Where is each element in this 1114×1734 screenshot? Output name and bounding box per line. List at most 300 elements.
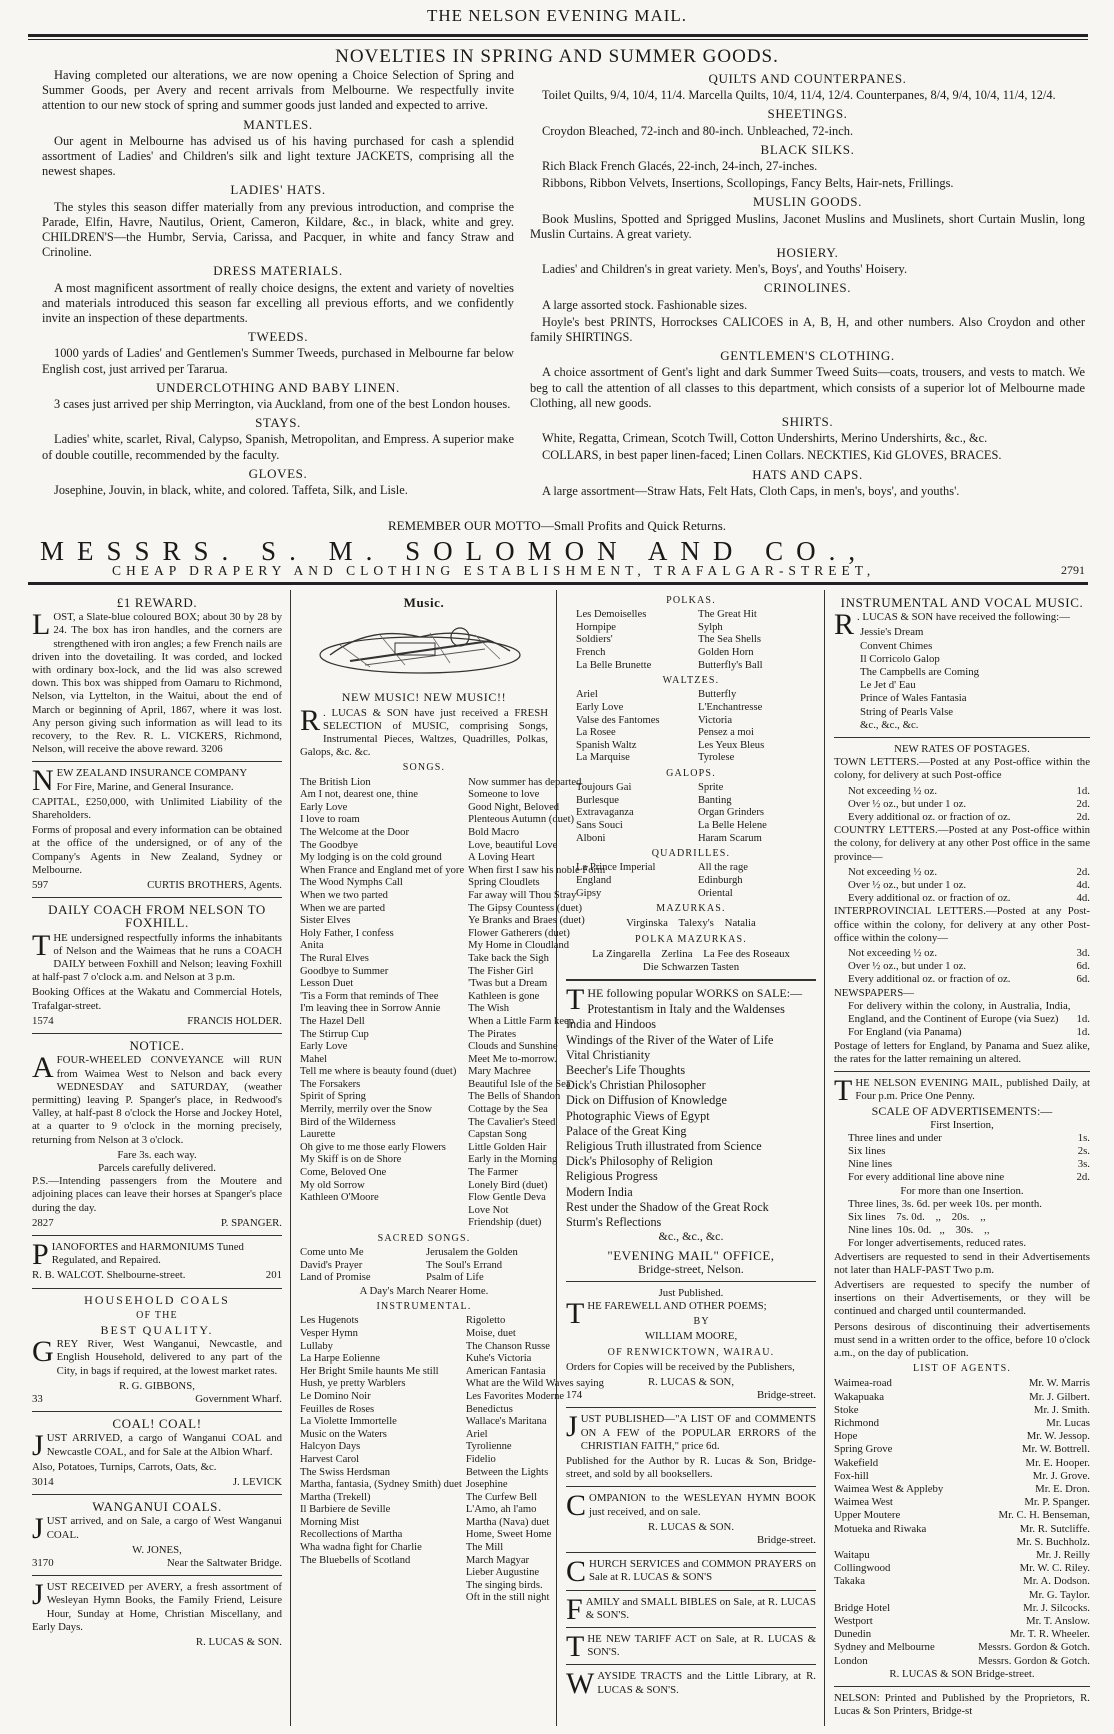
list-item bbox=[300, 1205, 464, 1218]
new-music-heading: NEW MUSIC! NEW MUSIC!! bbox=[341, 690, 507, 705]
companion-body: OMPANION to the WESLEYAN HYMN BOOK just received, and on sale. bbox=[589, 1492, 816, 1518]
ad-number: 2791 bbox=[1061, 563, 1085, 577]
instrumental-vocal-intro: . LUCAS & SON have received the following:— bbox=[857, 611, 1070, 624]
list-item: My old Sorrow bbox=[300, 1179, 365, 1191]
list-item: Come, Beloved One bbox=[300, 1167, 387, 1179]
list-item: The Curfew Bell bbox=[465, 1491, 538, 1503]
masthead-rule bbox=[28, 34, 1088, 37]
list-item: Les Demoiselles bbox=[576, 609, 647, 621]
list-item: Haram Scarum bbox=[698, 832, 762, 844]
list-item: Little Golden Hair bbox=[468, 1141, 547, 1153]
column-4 bbox=[834, 592, 1090, 1720]
rate-value: Mr. J. Grove. bbox=[1032, 1469, 1090, 1482]
rate-label: Westport bbox=[834, 1615, 873, 1628]
rate-value: 2d. bbox=[1076, 865, 1090, 878]
rate-label: Upper Moutere bbox=[834, 1509, 901, 1522]
rate-label: Takaka bbox=[834, 1575, 866, 1588]
coal-body: UST ARRIVED, a cargo of Wanganui COAL and Newcastle COAL, and for Sale at the Albion Wharf. bbox=[46, 1432, 282, 1458]
rate-label: Three lines and under bbox=[848, 1131, 942, 1144]
coals-heading-2: BEST QUALITY. bbox=[100, 1322, 214, 1337]
rate-row bbox=[848, 879, 1090, 892]
agents-heading: LIST OF AGENTS. bbox=[912, 1363, 1012, 1375]
rate-value: Mr. E. Dron. bbox=[1035, 1483, 1090, 1495]
rate-value: 4d. bbox=[1076, 879, 1090, 892]
list-item: La Prince Imperial bbox=[576, 862, 656, 874]
list-item: Cottage by the Sea bbox=[468, 1104, 548, 1116]
rate-row bbox=[834, 1391, 1090, 1404]
section-paragraph: Josephine, Jouvin, in black, white, and colored. Taffeta, Silk, and Lisle. bbox=[54, 483, 408, 498]
list-item: Music on the Waters bbox=[300, 1428, 387, 1440]
column-divider bbox=[824, 590, 825, 1726]
rate-value: Mr. P. Spanger. bbox=[1024, 1496, 1090, 1509]
firm-name: MESSRS. S. M. SOLOMON AND CO., bbox=[40, 536, 869, 566]
list-item: The British Lion bbox=[300, 776, 371, 788]
farewell-orders: Orders for Copies will be received by the Publishers, bbox=[566, 1360, 795, 1373]
music-intro: . LUCAS & SON have just received a FRESH SELECTION of MUSIC, comprising Songs, Instrumental Pieces, Waltzes, Quadrilles, Polkas, Galops, &c. &c. bbox=[300, 706, 548, 759]
rate-row bbox=[834, 1549, 1090, 1562]
sacred-songs-list bbox=[300, 1247, 548, 1285]
section-heading: SHEETINGS. bbox=[767, 106, 848, 122]
list-item: The Swiss Herdsman bbox=[300, 1466, 391, 1478]
list-item: Capstan Song bbox=[468, 1129, 527, 1141]
wanganui-number: 3170 bbox=[32, 1557, 54, 1569]
list-item: The Rural Elves bbox=[300, 952, 369, 964]
list-item: Victoria bbox=[698, 714, 733, 726]
notice-parcels: Parcels carefully delivered. bbox=[98, 1161, 216, 1174]
list-item: Kathleen O'Moore bbox=[300, 1192, 379, 1204]
rate-label: Every additional oz. or fraction of oz. bbox=[848, 811, 1011, 824]
rate-value: 2d. bbox=[1076, 1171, 1090, 1184]
list-item: &c., &c., &c. bbox=[860, 718, 919, 731]
list-item: La Violette Immortelle bbox=[300, 1416, 397, 1428]
rate-row bbox=[848, 892, 1090, 905]
rate-label: Spring Grove bbox=[834, 1443, 893, 1456]
column-divider bbox=[290, 590, 291, 1726]
drop-cap: J bbox=[32, 1578, 44, 1612]
rate-row bbox=[834, 1628, 1090, 1641]
rate-label: Not exceeding ½ oz. bbox=[848, 865, 938, 878]
list-item: My Skiff is on de Shore bbox=[300, 1154, 402, 1166]
rate-label: Stoke bbox=[834, 1403, 859, 1416]
list-item: Psalm of Life bbox=[426, 1272, 484, 1284]
list-item: Vital Christianity bbox=[566, 1047, 651, 1062]
sacred-last: A Day's March Nearer Home. bbox=[359, 1284, 489, 1297]
reward-heading: £1 REWARD. bbox=[116, 595, 198, 610]
section-paragraph: Toilet Quilts, 9/4, 10/4, 11/4. Marcella Quilts, 10/4, 11/4, 12/4. Counterpanes, 8/4, 9/4, 10/4, 11/4, 12/4. bbox=[542, 88, 1056, 103]
list-item: The Bluebells of Scotland bbox=[300, 1554, 411, 1566]
coach-body: HE undersigned respectfully informs the inhabitants of Nelson and the Waimeas that he runs a COACH DAILY between Foxhill and Nelson; leaving Foxhill at half-past 7 o'clock a.m. and Nelson at 3 p.m. bbox=[32, 931, 282, 984]
scale-heading: SCALE OF ADVERTISEMENTS:— bbox=[871, 1104, 1053, 1119]
drop-cap: J bbox=[32, 1429, 44, 1463]
newspapers-colony: For delivery within the colony, in Australia, India, England, and the Continent of Europe (via Suez) bbox=[848, 999, 1071, 1026]
polka-mazurkas-list-2: Die Schwarzen Tasten bbox=[642, 960, 740, 973]
list-item: La Belle Brunette bbox=[576, 659, 652, 671]
section-paragraph: COLLARS, in best paper linen-faced; Linen Collars. NECKTIES, Kid GLOVES, BRACES. bbox=[542, 448, 1002, 463]
insurance-number: 597 bbox=[32, 879, 49, 892]
solomon-right-column bbox=[530, 68, 1085, 501]
section-heading: GLOVES. bbox=[248, 465, 308, 481]
insurance-subtitle: For Fire, Marine, and General Insurance. bbox=[56, 780, 234, 793]
section-paragraph: The styles this season differ materially from any previous introduction, and comprise the Parade, Elfin, Havre, Nautilus, Orient, Cameron, Kildare, &c., in black, white and grey. CHILDREN'S—the Humbr, Servia, Carissa, and Pacquer, in white and fancy Straw and Crinoline. bbox=[42, 199, 514, 260]
rate-label: Not exceeding ½ oz. bbox=[848, 947, 938, 960]
section-paragraph: Ribbons, Ribbon Velvets, Insertions, Scollopings, Fancy Belts, Hair-nets, Frillings. bbox=[542, 176, 954, 191]
list-item: The Campbells are Coming bbox=[860, 666, 980, 679]
galops-list bbox=[566, 782, 816, 845]
rate-label: Bridge Hotel bbox=[834, 1601, 891, 1614]
list-item: Vesper Hymn bbox=[300, 1327, 358, 1339]
piano-subtitle: Regulated, and Repaired. bbox=[51, 1254, 161, 1267]
list-item: The Sea Shells bbox=[698, 634, 761, 646]
rate-label: Collingwood bbox=[834, 1562, 891, 1575]
farewell-author-place: OF RENWICKTOWN, WAIRAU. bbox=[607, 1346, 775, 1358]
coach-signature: FRANCIS HOLDER. bbox=[187, 1014, 282, 1027]
rate-row bbox=[834, 1536, 1090, 1549]
rate-label: Over ½ oz., but under 1 oz. bbox=[848, 879, 967, 892]
rate-value: Mr. W. Marris bbox=[1028, 1377, 1090, 1390]
rate-row bbox=[848, 1132, 1090, 1145]
list-item: American Fantasia bbox=[465, 1365, 546, 1377]
family-bibles-ad: AMILY and SMALL BIBLES on Sale, at R. LUCAS & SON'S. bbox=[585, 1595, 816, 1621]
drop-cap: T bbox=[566, 983, 585, 1017]
rate-value: Mr. J. Gilbert. bbox=[1029, 1390, 1090, 1403]
list-item: When first I saw his noble Form bbox=[468, 864, 606, 876]
first-insertion: First Insertion, bbox=[930, 1118, 994, 1131]
drop-cap: R bbox=[300, 703, 321, 737]
rate-label: Waitapu bbox=[834, 1549, 870, 1562]
rate-row bbox=[834, 1496, 1090, 1509]
instruments-engraving-icon bbox=[310, 615, 530, 679]
coals-signature: R. G. GIBBONS, bbox=[119, 1379, 195, 1392]
list-item: The Fisher Girl bbox=[468, 965, 534, 977]
list-item: Mahel bbox=[300, 1053, 328, 1065]
list-item: Lieber Augustine bbox=[465, 1567, 540, 1579]
rate-value: 1d. bbox=[1076, 784, 1090, 797]
received-ad bbox=[32, 1578, 282, 1649]
list-item: Sans Souci bbox=[576, 819, 623, 831]
list-item: Anita bbox=[300, 940, 324, 952]
notice-signature: P. SPANGER. bbox=[220, 1216, 282, 1229]
list-item: Benedictus bbox=[465, 1403, 513, 1415]
list-item: Lesson Duet bbox=[300, 978, 354, 990]
rate-value: Mr. T. R. Wheeler. bbox=[1009, 1628, 1090, 1641]
waltzes-list bbox=[566, 689, 816, 765]
list-item: La Rosee bbox=[576, 727, 616, 739]
list-item: Il Barbiere de Seville bbox=[300, 1504, 391, 1516]
rate-label: Six lines bbox=[848, 1144, 886, 1157]
list-item: Friendship (duet) bbox=[468, 1217, 542, 1229]
list-item: My lodging is on the cold ground bbox=[300, 852, 442, 864]
list-item: Protestantism in Italy and the Waldenses bbox=[587, 1002, 785, 1017]
list-item: The Cavalier's Steed bbox=[468, 1116, 556, 1128]
list-item: Early Love bbox=[300, 801, 348, 813]
drop-cap: C bbox=[566, 1555, 587, 1589]
list-item: India and Hindoos bbox=[566, 1017, 657, 1032]
list-item: Prince of Wales Fantasia bbox=[860, 692, 967, 705]
list-item: Les Favorites Moderne bbox=[465, 1390, 565, 1402]
section-heading: STAYS. bbox=[255, 415, 301, 431]
notice-body: FOUR-WHEELED CONVEYANCE will RUN from Waimea West to Nelson and back every WEDNESDAY and SATURDAY, (weather permitting) leaving P. Spanger's place, in Redwood's Valley, at half-past 8 o'clock the Horse and Jockey Hotel, at a quarter to 9 o'clock in the morning precisely, returning from Nelson at 3 o'clock. bbox=[32, 1054, 282, 1146]
advertisers-note-2: Advertisers are requested to specify the number of insertions on their Advertisements, or they will be continued and charged until countermanded. bbox=[834, 1278, 1090, 1318]
rate-row bbox=[848, 811, 1090, 824]
postage-note: Postage of letters for England, by Panama and Suez alike, the rates for the latter remaining un altered. bbox=[834, 1039, 1090, 1065]
agents-signature: R. LUCAS & SON Bridge-street. bbox=[889, 1667, 1035, 1680]
rate-label: Wakefield bbox=[834, 1456, 879, 1469]
quadrilles-list bbox=[566, 862, 816, 900]
insurance-body: Forms of proposal and every information can be obtained at the office of the undersigned, or of any of the Company's Agents in New Zealand, Sydney or Melbourne. bbox=[32, 824, 282, 876]
coach-heading: DAILY COACH FROM NELSON TO FOXHILL. bbox=[48, 902, 266, 931]
rate-value: Mr. G. Taylor. bbox=[1028, 1588, 1090, 1601]
coal-number: 3014 bbox=[32, 1475, 54, 1488]
advertisers-note-1: Advertisers are requested to send in their Advertisements not later than HALF-PAST Two p.m. bbox=[834, 1250, 1090, 1276]
farewell-by: BY bbox=[693, 1316, 710, 1328]
list-item: Harvest Carol bbox=[300, 1453, 360, 1465]
galops-heading: GALOPS. bbox=[666, 767, 716, 779]
rate-row bbox=[834, 1641, 1090, 1654]
rate-label: Wakapuaka bbox=[834, 1390, 885, 1403]
list-item: Flow Gentle Deva bbox=[468, 1192, 546, 1204]
list-item: Edinburgh bbox=[698, 874, 743, 886]
list-item: Early Love bbox=[576, 701, 624, 713]
list-item: Sister Elves bbox=[300, 915, 351, 927]
rate-value: 2d. bbox=[1076, 811, 1090, 824]
list-item: Spirit of Spring bbox=[300, 1091, 366, 1103]
wanganui-heading: WANGANUI COALS. bbox=[92, 1499, 222, 1515]
rate-value: Mr. J. Smith. bbox=[1033, 1403, 1090, 1416]
list-item: La Harpe Eolienne bbox=[300, 1353, 381, 1365]
motto: REMEMBER OUR MOTTO—Small Profits and Quick Returns. bbox=[387, 518, 727, 533]
list-item: I love to roam bbox=[300, 814, 360, 826]
rate-label: Sydney and Melbourne bbox=[834, 1641, 935, 1654]
drop-cap: T bbox=[566, 1296, 585, 1330]
list-item: The Forsakers bbox=[300, 1078, 361, 1090]
list-item: The Goodbye bbox=[300, 839, 358, 851]
rate-label: London bbox=[834, 1654, 868, 1667]
firm-tagline: CHEAP DRAPERY AND CLOTHING ESTABLISHMENT, TRAFALGAR-STREET, bbox=[112, 563, 876, 578]
rate-value: Mr. E. Hooper. bbox=[1025, 1456, 1090, 1469]
rate-row bbox=[834, 1575, 1090, 1588]
insurance-ad bbox=[32, 764, 282, 892]
rate-row bbox=[834, 1457, 1090, 1470]
list-item bbox=[300, 1567, 462, 1580]
list-item: The Mill bbox=[465, 1542, 504, 1554]
list-item: Home, Sweet Home bbox=[465, 1529, 552, 1541]
just-published: Just Published. bbox=[658, 1286, 724, 1299]
list-item: Flower Gatherers (duet) bbox=[468, 927, 570, 939]
rate-label: Waimea West & Appleby bbox=[834, 1483, 944, 1495]
music-heading: Music. bbox=[403, 595, 445, 610]
list-item: Martha, fantasia, (Sydney Smith) duet bbox=[300, 1479, 462, 1491]
rate-value: Mr. W. C. Riley. bbox=[1019, 1562, 1090, 1575]
list-item: The Farmer bbox=[468, 1167, 518, 1179]
list-item: Meet Me to-morrow. bbox=[468, 1053, 557, 1065]
list-item: Love, beautiful Love bbox=[468, 839, 558, 851]
list-item: Hornpipe bbox=[576, 621, 617, 633]
list-item: Spanish Waltz bbox=[576, 739, 637, 751]
list-item: Tyrolese bbox=[698, 752, 735, 764]
songs-heading: SONGS. bbox=[402, 762, 446, 774]
rate-value: Mr. C. H. Benseman, bbox=[998, 1509, 1090, 1522]
rate-row bbox=[834, 1430, 1090, 1443]
section-paragraph: Ladies' and Children's in great variety. Men's, Boys', and Youths' Hoisery. bbox=[542, 262, 908, 277]
office-address: Bridge-street, Nelson. bbox=[638, 1261, 744, 1276]
section-paragraph: Hoyle's best PRINTS, Horrockses CALICOES in A, B, H, and other numbers. Also Croydon and other family SHIRTINGS. bbox=[530, 314, 1085, 345]
list-item: Rigoletto bbox=[465, 1315, 506, 1327]
section-heading: HOSIERY. bbox=[776, 245, 839, 261]
office-name: "EVENING MAIL" OFFICE, bbox=[607, 1248, 775, 1264]
church-services-ad: HURCH SERVICES and COMMON PRAYERS on Sale at R. LUCAS & SON'S bbox=[589, 1558, 816, 1584]
list-item: Toujours Gai bbox=[576, 782, 632, 794]
piano-number: 201 bbox=[265, 1269, 282, 1282]
list-item: Land of Promise bbox=[300, 1272, 371, 1284]
section-heading: UNDERCLOTHING AND BABY LINEN. bbox=[156, 379, 400, 395]
list-item: When a Little Farm keep bbox=[468, 1015, 575, 1027]
town-letters: TOWN LETTERS.—Posted at any Post-office within the colony, for delivery at such Post-office bbox=[834, 756, 1090, 782]
list-item: The Great Hit bbox=[698, 609, 757, 621]
section-heading: QUILTS AND COUNTERPANES. bbox=[708, 71, 907, 86]
rate-row bbox=[834, 1470, 1090, 1483]
list-item: Les Yeux Bleus bbox=[698, 739, 765, 751]
rate-value: Mr. Lucas bbox=[1046, 1416, 1090, 1429]
rate-row bbox=[848, 785, 1090, 798]
polka-mazurkas-list: La Zingarella Zerlina La Fee des Roseaux bbox=[592, 947, 790, 960]
farewell-title: HE FAREWELL AND OTHER POEMS; bbox=[587, 1299, 767, 1312]
coals-number: 33 bbox=[32, 1392, 43, 1405]
list-item: Take back the Sigh bbox=[468, 952, 549, 964]
list-item: La Marquise bbox=[576, 752, 630, 764]
section-paragraph: Croydon Bleached, 72-inch and 80-inch. Unbleached, 72-inch. bbox=[542, 123, 854, 138]
wanganui-signature: W. JONES, bbox=[132, 1543, 182, 1556]
list-item: I'm leaving thee in Sorrow Annie bbox=[300, 1003, 441, 1015]
reward-body: OST, a Slate-blue coloured BOX; about 30 by 28 by 24. The box has iron handles, and the corners are strengthened with iron angles; a few French nails are driven into the dovetailing. It was corded, and locked with ordinary box-lock, and the lid was also screwed down. This box was shipped from Oamaru to Richmond, Nelson, via Lyttelton, in the Waitui, about the end of March or beginning of April, 1867, where it was lost. Any person giving such information as will lead to its recovery, to the Rev. R. L. VICKERS, Richmond, Nelson, will receive the above reward. bbox=[32, 611, 282, 756]
list-item: Plenteous Autumn (duet) bbox=[468, 814, 575, 826]
insurance-capital: CAPITAL, £250,000, with Unlimited Liability of the Shareholders. bbox=[32, 795, 282, 822]
list-item: Martha (Nava) duet bbox=[465, 1516, 550, 1528]
mazurkas-heading: MAZURKAS. bbox=[656, 903, 726, 915]
list-item: Convent Chimes bbox=[860, 639, 933, 652]
rate-value: Messrs. Gordon & Gotch. bbox=[978, 1641, 1090, 1654]
list-item: The singing birds. bbox=[465, 1579, 543, 1591]
companion-address: Bridge-street. bbox=[756, 1534, 816, 1547]
list-item: What are the Wild Waves saying bbox=[465, 1378, 604, 1390]
agents-list bbox=[834, 1377, 1090, 1667]
list-item: Gipsy bbox=[576, 887, 602, 899]
more-insertions: For more than one Insertion. bbox=[900, 1184, 1024, 1197]
newspapers-heading: NEWSPAPERS— bbox=[834, 986, 915, 999]
coals-heading: HOUSEHOLD COALS bbox=[84, 1292, 230, 1307]
works-intro: HE following popular WORKS on SALE:— bbox=[587, 986, 803, 1001]
notice-number: 2827 bbox=[32, 1216, 54, 1229]
list-item: Pensez a moi bbox=[698, 727, 754, 739]
list-item: Martha (Trekell) bbox=[300, 1491, 371, 1503]
section-paragraph: A most magnificent assortment of really choice designs, the extent and variety of novelties and materials introduced this season far excelling all previous efforts, and we confidently invite an inspection of these departments. bbox=[42, 280, 514, 326]
section-paragraph: Our agent in Melbourne has advised us of his having purchased for cash a splendid assortment of Ladies' and Children's silk and light texture JACKETS, comprising all the newest shapes. bbox=[42, 133, 514, 179]
drop-cap: N bbox=[32, 764, 54, 798]
errors-body: Published for the Author by R. Lucas & Son, Bridge-street, and sold by all booksellers. bbox=[566, 1455, 816, 1481]
rate-row bbox=[848, 1158, 1090, 1171]
list-item: Beautiful Isle of the Sea bbox=[468, 1078, 571, 1090]
rate-label: Richmond bbox=[834, 1416, 879, 1429]
list-item: Valse des Fantomes bbox=[576, 714, 660, 726]
quadrilles-heading: QUADRILLES. bbox=[651, 848, 731, 860]
list-item: David's Prayer bbox=[300, 1259, 363, 1271]
rate-row bbox=[848, 947, 1090, 960]
section-heading: CRINOLINES. bbox=[763, 280, 852, 296]
list-item: England bbox=[576, 874, 612, 886]
section-paragraph: Ladies' white, scarlet, Rival, Calypso, Spanish, Metropolitan, and Empress. A superior make of double coutille, recommended by the faculty. bbox=[42, 432, 514, 462]
list-item: Dick's Christian Philosopher bbox=[566, 1078, 706, 1093]
list-item: The Welcome at the Door bbox=[300, 827, 409, 838]
instrumental-vocal-list bbox=[834, 626, 1090, 732]
rate-row bbox=[848, 1145, 1090, 1158]
column-3 bbox=[566, 592, 816, 1699]
list-item: Religious Truth illustrated from Science bbox=[566, 1138, 762, 1153]
list-item: Wha wadna fight for Charlie bbox=[300, 1542, 422, 1554]
rate-value: 3s. bbox=[1077, 1158, 1090, 1171]
rate-value: Mr. A. Dodson. bbox=[1023, 1575, 1090, 1588]
list-item: Tyrolienne bbox=[465, 1441, 512, 1453]
list-item: Ariel bbox=[576, 689, 598, 701]
notice-ps: P.S.—Intending passengers from the Moutere and adjoining places can leave their horses at Spanger's place during the day. bbox=[32, 1175, 282, 1214]
rate-row bbox=[834, 1602, 1090, 1615]
list-item: Organ Grinders bbox=[698, 807, 764, 819]
rate-row bbox=[834, 1483, 1090, 1496]
reward-number: 3206 bbox=[201, 743, 223, 756]
list-item: Morning Mist bbox=[300, 1516, 360, 1528]
list-item: Dick's Philosophy of Religion bbox=[566, 1154, 713, 1169]
received-signature: R. LUCAS & SON. bbox=[195, 1636, 282, 1649]
notice-heading: NOTICE. bbox=[129, 1038, 185, 1054]
list-item: Holy Father, I confess bbox=[300, 927, 394, 939]
drop-cap: L bbox=[32, 608, 51, 642]
list-item: Recollections of Martha bbox=[300, 1529, 403, 1541]
banner-heading: NOVELTIES IN SPRING AND SUMMER GOODS. bbox=[335, 46, 779, 67]
section-paragraph: A choice assortment of Gent's light and dark Summer Tweed Suits—coats, trousers, and vests to match. We beg to call the attention of all classes to this department, which consists of a superior lot of Melbourne made Clothing, all new goods. bbox=[530, 365, 1085, 410]
rate-row bbox=[834, 1615, 1090, 1628]
list-item: Fidelio bbox=[465, 1453, 496, 1465]
wayside-tracts-ad: AYSIDE TRACTS and the Little Library, at R. LUCAS & SON'S. bbox=[597, 1670, 816, 1696]
list-item: Sprite bbox=[698, 782, 724, 794]
list-item: Soldiers' bbox=[576, 634, 613, 646]
list-item: Kuhe's Victoria bbox=[465, 1353, 532, 1365]
masthead-rule-thin bbox=[28, 39, 1088, 40]
section-heading: HATS AND CAPS. bbox=[752, 466, 863, 482]
list-item: A Loving Heart bbox=[468, 852, 535, 864]
section-paragraph: White, Regatta, Crimean, Scotch Twill, Cotton Undershirts, Merino Undershirts, &c., &c. bbox=[542, 431, 988, 446]
rate-label: Over ½ oz., but under 1 oz. bbox=[848, 960, 967, 973]
polka-mazurkas-heading: POLKA MAZURKAS. bbox=[635, 933, 747, 945]
rate-value: 6d. bbox=[1076, 973, 1090, 986]
rate-row bbox=[848, 798, 1090, 811]
rate-label: Waimea-road bbox=[834, 1377, 892, 1390]
list-item bbox=[300, 1592, 462, 1605]
wanganui-body: UST arrived, and on Sale, a cargo of West Wanganui COAL. bbox=[46, 1515, 282, 1541]
rate-value: 4d. bbox=[1076, 892, 1090, 905]
postage-heading: NEW RATES OF POSTAGES. bbox=[894, 743, 1030, 756]
rate-value: 2d. bbox=[1076, 797, 1090, 810]
list-item: The Wish bbox=[468, 1003, 510, 1015]
drop-cap: A bbox=[32, 1051, 54, 1085]
column-1 bbox=[32, 592, 282, 1649]
advertisers-note-3: Persons desirous of discontinuing their advertisements must send in a written order to the office, before 10 o'clock a.m., on the day of publication. bbox=[834, 1320, 1090, 1359]
notice-ad bbox=[32, 1039, 282, 1230]
solomon-left-column bbox=[42, 68, 514, 500]
list-item: Sturm's Reflections bbox=[566, 1214, 662, 1229]
masthead: THE NELSON EVENING MAIL. bbox=[426, 6, 688, 25]
list-item: Laurette bbox=[300, 1129, 336, 1141]
list-item: Her Bright Smile haunts Me still bbox=[300, 1365, 439, 1377]
drop-cap: W bbox=[566, 1667, 595, 1701]
list-item: Le Domino Noir bbox=[300, 1390, 371, 1402]
